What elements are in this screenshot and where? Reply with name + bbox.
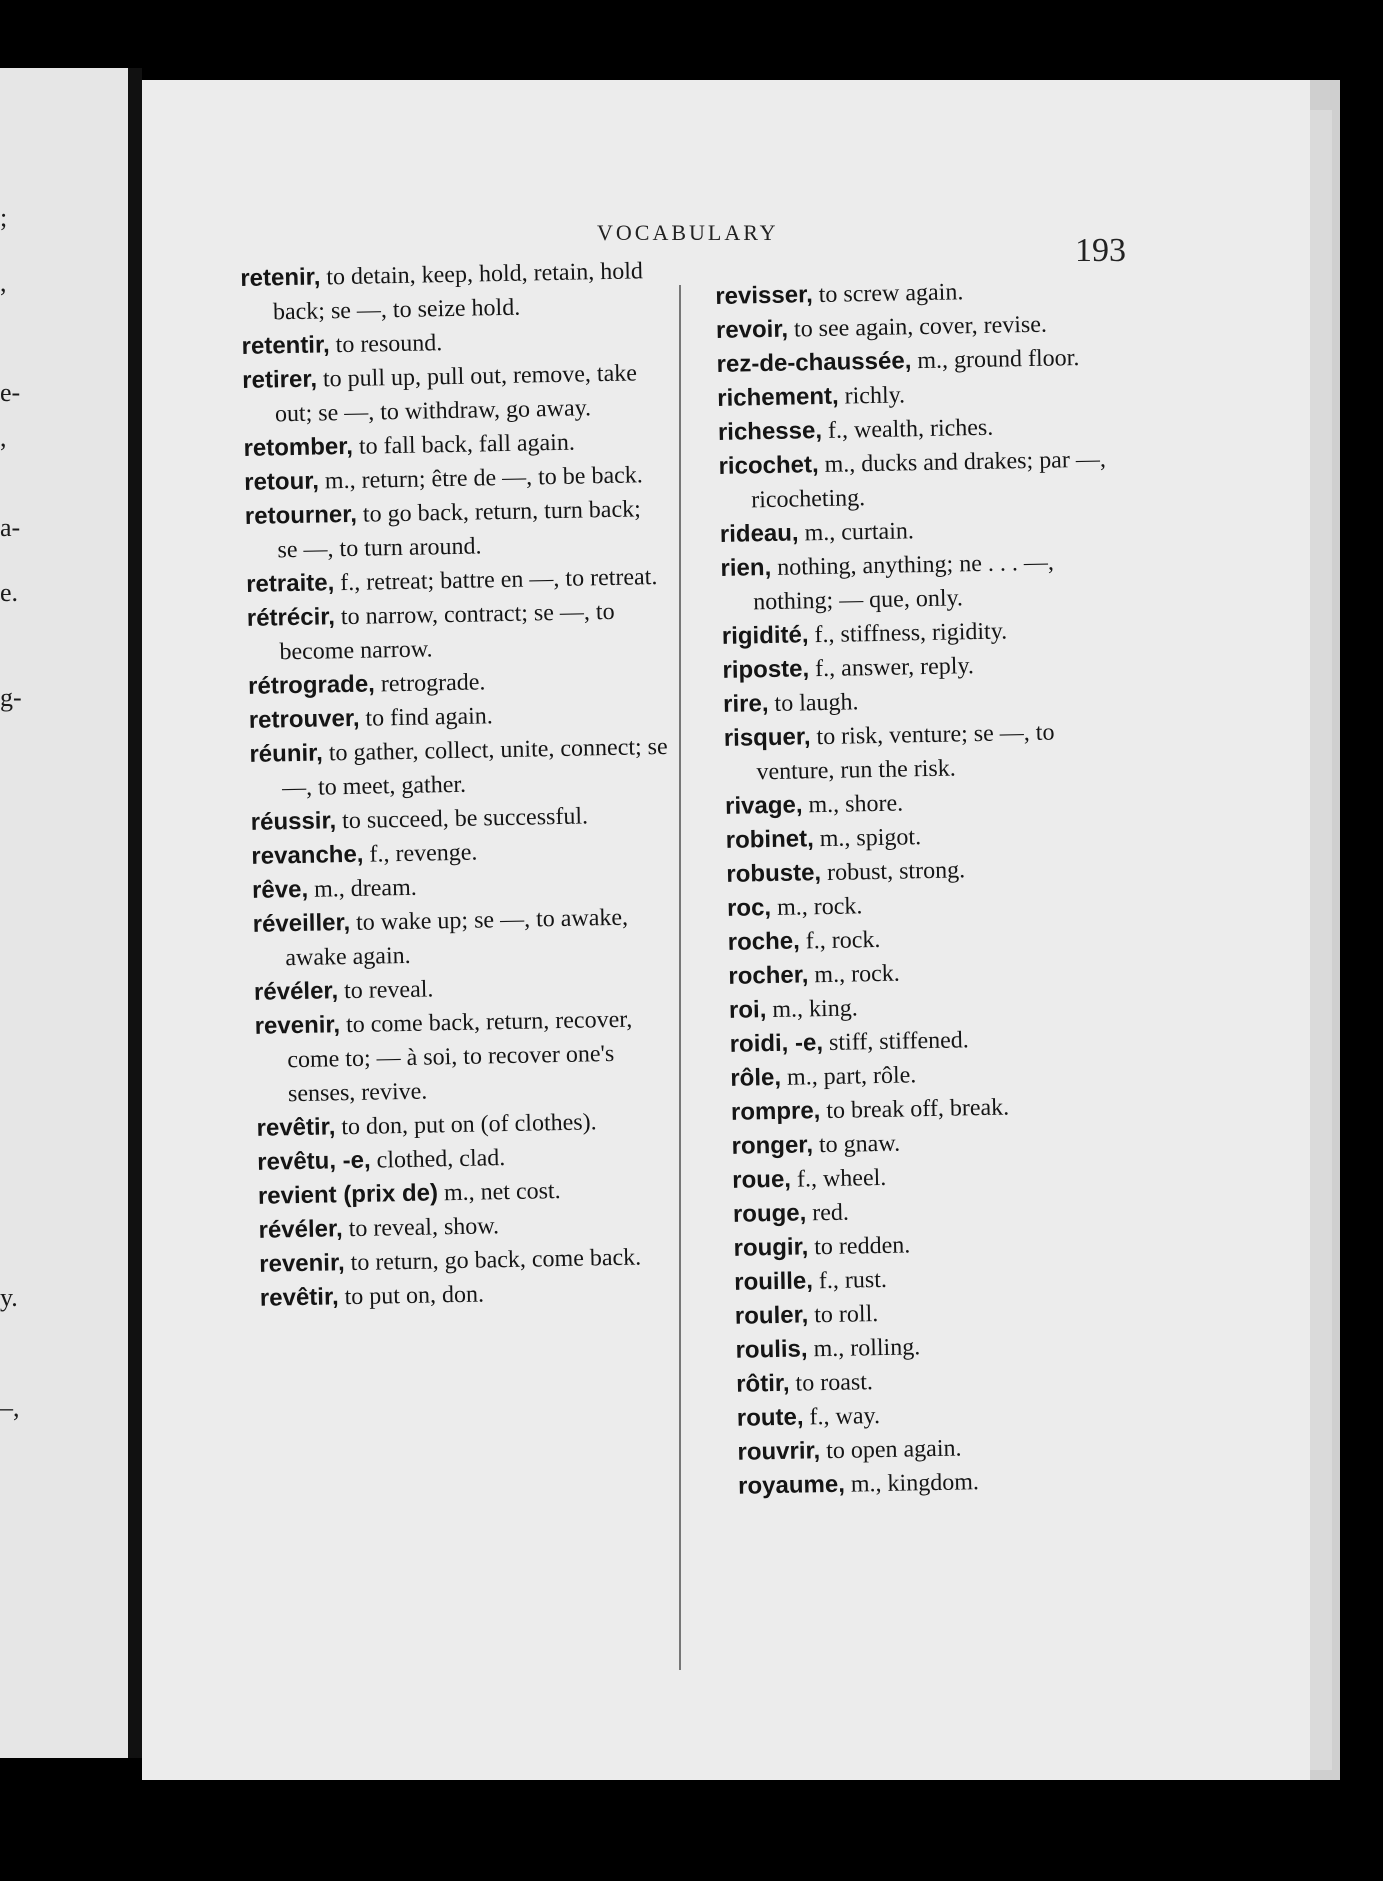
entry-headword: rigidité, <box>721 621 809 650</box>
entry-headword: réveiller, <box>252 909 351 938</box>
entry-headword: retenir, <box>240 263 321 292</box>
entry-definition: to risk, venture; se —, to venture, run the risk. <box>756 719 1055 786</box>
dictionary-entry <box>723 714 1134 790</box>
entry-headword: revêtu, -e, <box>257 1146 371 1176</box>
entry-headword: revenir, <box>254 1011 341 1040</box>
left-page-fragment: , <box>0 423 7 452</box>
entry-headword: rétrécir, <box>246 603 336 632</box>
entry-definition: f., wealth, riches. <box>821 414 994 444</box>
entry-definition: m., rock. <box>808 960 900 989</box>
book-spine <box>128 68 142 1758</box>
entry-headword: retraite, <box>245 569 335 598</box>
entry-headword: rire, <box>722 690 769 718</box>
entry-definition: red. <box>806 1199 850 1227</box>
left-page-fragment: a- <box>0 513 21 542</box>
left-page-fragment: , <box>0 268 7 297</box>
entry-definition: to pull up, pull out, remove, take out; se —, to withdraw, go away. <box>274 360 638 428</box>
entry-definition: to put on, don. <box>338 1281 485 1311</box>
entry-headword: réunir, <box>249 739 324 768</box>
entry-definition: richly. <box>838 382 906 410</box>
left-page-edge <box>0 68 128 1758</box>
entry-headword: rivage, <box>724 791 803 820</box>
dictionary-entry <box>252 900 673 976</box>
entry-headword: revoir, <box>715 315 789 344</box>
dictionary-entry <box>242 356 663 432</box>
entry-definition: m., dream. <box>307 874 417 903</box>
entry-definition: f., answer, reply. <box>808 653 975 683</box>
entry-definition: m., rolling. <box>807 1334 921 1363</box>
entry-headword: roulis, <box>735 1335 808 1364</box>
entry-definition: retrograde. <box>374 669 486 698</box>
entry-headword: revêtir, <box>256 1113 336 1142</box>
entry-headword: roc, <box>726 894 772 922</box>
entry-definition: to find again. <box>359 703 494 732</box>
dictionary-entry <box>240 254 661 330</box>
entry-definition: to open again. <box>819 1435 962 1465</box>
left-page-fragment: e- <box>0 378 21 407</box>
entry-definition: m., curtain. <box>798 518 915 547</box>
entry-definition: m., spigot. <box>813 824 922 853</box>
entry-headword: risquer, <box>723 723 811 752</box>
dictionary-entry <box>245 492 666 568</box>
entry-definition: to succeed, be successful. <box>335 803 589 835</box>
page-number: 193 <box>1075 232 1126 269</box>
entry-definition: to come back, return, recover, come to; — à soi, to recover one's senses, revive. <box>287 1006 633 1108</box>
left-page-fragment: –, <box>0 1393 20 1422</box>
entry-definition: to wake up; se —, to awake, awake again. <box>285 904 629 972</box>
entry-headword: roue, <box>732 1165 792 1194</box>
entry-definition: to redden. <box>808 1232 911 1261</box>
left-page-fragment: y. <box>0 1283 18 1312</box>
entry-headword: robuste, <box>726 859 822 888</box>
entry-headword: revanche, <box>251 840 364 870</box>
entry-definition: f., revenge. <box>363 839 478 868</box>
entry-headword: rouvrir, <box>737 1437 821 1466</box>
entry-headword: rôle, <box>730 1063 782 1092</box>
entry-definition: to don, put on (of clothes). <box>335 1109 597 1141</box>
entry-headword: riposte, <box>722 655 810 684</box>
dictionary-entry <box>247 594 668 670</box>
entry-headword: royaume, <box>737 1470 846 1500</box>
entry-headword: rougir, <box>733 1233 809 1262</box>
dictionary-entry <box>718 442 1129 518</box>
entry-headword: rien, <box>720 553 772 582</box>
entry-definition: to screw again. <box>812 279 964 309</box>
entry-definition: m., part, rôle. <box>780 1062 917 1091</box>
entry-headword: retentir, <box>241 331 330 360</box>
left-page-fragment: g- <box>0 683 22 712</box>
entry-definition: f., rock. <box>799 926 881 955</box>
entry-definition: stiff, stiffened. <box>822 1027 970 1057</box>
entry-definition: m., kingdom. <box>844 1469 980 1498</box>
entry-definition: f., stiffness, rigidity. <box>808 618 1008 649</box>
entry-definition: robust, strong. <box>820 857 966 887</box>
entry-definition: f., rust. <box>812 1266 888 1295</box>
left-page-fragment: ; <box>0 203 8 232</box>
entry-headword: rez-de-chaussée, <box>716 347 912 378</box>
entry-headword: revisser, <box>715 281 813 310</box>
entry-headword: révéler, <box>253 977 339 1006</box>
column-divider <box>679 285 681 1670</box>
entry-definition: to detain, keep, hold, retain, hold back; se —, to seize hold. <box>272 258 644 326</box>
entry-definition: to see again, cover, revise. <box>787 311 1048 343</box>
entry-headword: rétrograde, <box>247 670 376 700</box>
running-head: VOCABULARY <box>597 220 779 245</box>
entry-definition: m., shore. <box>802 790 904 819</box>
entry-definition: f., retreat; battre en —, to retreat. <box>333 564 658 597</box>
dictionary-entry <box>720 544 1131 620</box>
entry-definition: to roast. <box>789 1369 874 1397</box>
entry-headword: robinet, <box>725 825 815 854</box>
entry-headword: revient (prix de) <box>257 1179 439 1210</box>
right-column <box>715 272 1148 1504</box>
entry-definition: m., return; être de —, to be back. <box>318 462 643 495</box>
entry-headword: retour, <box>243 467 320 496</box>
entry-headword: retirer, <box>242 365 318 394</box>
entry-definition: to laugh. <box>768 689 859 718</box>
entry-definition: to gnaw. <box>812 1130 901 1159</box>
entry-definition: m., king. <box>766 995 858 1024</box>
entry-headword: rideau, <box>719 519 799 548</box>
entry-headword: roche, <box>727 927 800 956</box>
entry-definition: clothed, clad. <box>370 1145 506 1174</box>
entry-headword: ricochet, <box>718 451 819 480</box>
entry-headword: route, <box>736 1403 804 1432</box>
entry-headword: rompre, <box>730 1097 821 1126</box>
entry-headword: retomber, <box>243 432 354 462</box>
entry-definition: to narrow, contract; se —, to become narrow. <box>279 598 615 666</box>
entry-definition: to resound. <box>329 330 443 359</box>
entry-headword: roi, <box>728 996 767 1024</box>
entry-headword: rocher, <box>728 961 809 990</box>
entry-definition: m., rock. <box>770 893 863 922</box>
entry-definition: to go back, return, turn back; se —, to turn around. <box>277 496 642 564</box>
entry-definition: m., ground floor. <box>911 345 1080 375</box>
entry-definition: to reveal. <box>337 976 434 1005</box>
entry-headword: ronger, <box>731 1131 814 1160</box>
entry-definition: to return, go back, come back. <box>344 1244 642 1277</box>
entry-definition: to reveal, show. <box>342 1213 500 1243</box>
entry-definition: to gather, collect, unite, connect; se —, to meet, gather. <box>281 733 668 802</box>
entry-definition: to break off, break. <box>820 1094 1010 1125</box>
entry-definition: to roll. <box>808 1301 879 1329</box>
entry-definition: nothing, anything; ne . . . —, nothing; — que, only. <box>752 549 1055 616</box>
entry-headword: rôtir, <box>735 1369 790 1398</box>
dictionary-entry <box>254 1002 676 1112</box>
entry-headword: retrouver, <box>248 704 360 734</box>
entry-headword: retourner, <box>244 500 358 530</box>
entry-headword: rouille, <box>733 1267 814 1296</box>
entry-definition: m., ducks and drakes; par —, ricocheting. <box>750 446 1107 514</box>
entry-headword: roidi, -e, <box>729 1029 824 1058</box>
entry-headword: rouge, <box>732 1199 807 1228</box>
entry-headword: rouler, <box>734 1301 809 1330</box>
entry-definition: m., net cost. <box>437 1178 561 1207</box>
entry-definition: f., way. <box>803 1403 881 1431</box>
entry-headword: richesse, <box>717 416 823 446</box>
entry-definition: to fall back, fall again. <box>352 429 576 460</box>
entry-headword: révéler, <box>258 1215 343 1244</box>
entry-headword: rêve, <box>251 875 309 904</box>
dictionary-entry <box>249 730 670 806</box>
left-column <box>240 254 680 1316</box>
entry-headword: revenir, <box>258 1249 345 1278</box>
entry-headword: réussir, <box>250 807 337 836</box>
entry-headword: revêtir, <box>259 1283 339 1312</box>
entry-definition: f., wheel. <box>790 1164 887 1193</box>
entry-headword: richement, <box>717 382 839 412</box>
left-page-fragment: e. <box>0 578 19 607</box>
